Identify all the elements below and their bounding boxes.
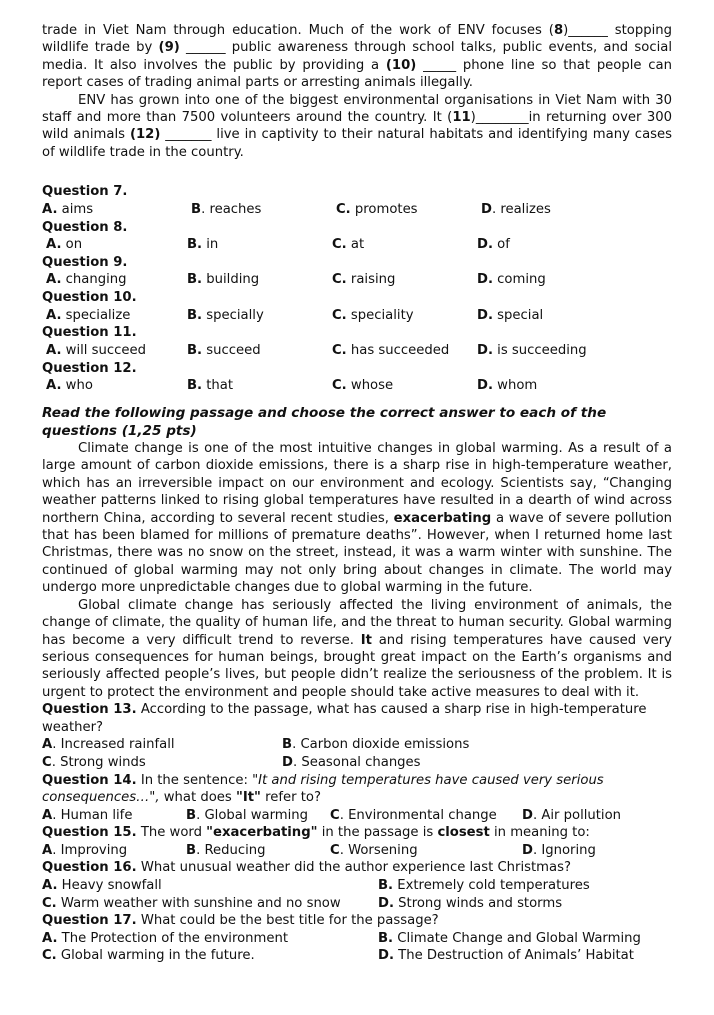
options-row: [42, 236, 672, 254]
question-17: [42, 912, 672, 930]
option-b[interactable]: B. Carbon dioxide emissions: [282, 737, 470, 753]
option-c[interactable]: C. Warm weather with sunshine and no snow: [42, 895, 341, 911]
option-b[interactable]: B. building: [187, 272, 260, 288]
question-heading: Question 8.: [42, 219, 128, 235]
option-b[interactable]: B. succeed: [187, 342, 261, 358]
options-row: [42, 877, 672, 895]
options-row: [42, 377, 672, 395]
option-b[interactable]: B. reaches: [191, 201, 262, 217]
passage-text: ENV has grown into one of the biggest environmental organisations in Viet Nam with 30 staff and more than 7500 volunteers around the country. It (: [42, 92, 672, 126]
option-d[interactable]: D. The Destruction of Animals’ Habitat: [378, 948, 634, 964]
question-13: [42, 701, 672, 736]
options-row: [42, 342, 672, 360]
option-d[interactable]: D. Seasonal changes: [282, 754, 421, 770]
blank-number-9: (9): [158, 40, 180, 56]
option-b[interactable]: B. Global warming: [186, 807, 309, 823]
blank-number-10: (10): [385, 57, 417, 73]
option-a[interactable]: A. will succeed: [46, 342, 146, 358]
option-a[interactable]: A. The Protection of the environment: [42, 930, 289, 946]
question-15: Question 15. The word "exacerbating" in the passage is closest in meaning to:: [42, 825, 590, 841]
passage-text: a wave of severe pollution that has been blamed for millions of premature deaths”. However, when I returned home last Christmas, there was no snow on the street, instead, it was a warm winter with sunshine. The continued of global warming may not only bring about changes in climate. The world may undergo more unpredictable changes due to global warming in the future.: [42, 510, 672, 596]
option-c[interactable]: C. speciality: [332, 307, 414, 323]
passage-text: )______ stopping wildlife trade by: [42, 23, 672, 56]
option-d[interactable]: D. whom: [477, 378, 538, 394]
option-d[interactable]: D. special: [477, 307, 544, 323]
passage2-paragraph2: [42, 597, 672, 701]
option-a[interactable]: A. aims: [42, 201, 94, 217]
option-c[interactable]: C. at: [332, 237, 365, 253]
question-list-part1: [42, 183, 672, 395]
option-a[interactable]: A. specialize: [46, 307, 131, 323]
options-row: [42, 736, 672, 754]
passage-text: Global climate change has seriously affected the living environment of animals, the change of climate, the quality of human life, and the threat to human security. Global warming has become a very difficult trend to reverse.: [42, 597, 672, 648]
passage-text: )________in returning over 300 wild animals: [42, 110, 672, 143]
question-heading: Question 16.: [42, 860, 137, 876]
options-row: [42, 807, 672, 825]
question-heading: Question 17.: [42, 913, 137, 929]
option-c[interactable]: C. has succeeded: [332, 342, 450, 358]
passage-text: and rising temperatures have caused very serious consequences for human beings, brought great impact on the Earth’s organisms and seriously affected people’s lives, but people didn’t realize the seriousness of the problem. It is urgent to protect the environment and people should take active measures to deal with it.: [42, 632, 672, 700]
options-row: [42, 930, 672, 948]
passage-text: ______ public awareness through school talks, public events, and social media. It also involves the public by providing a: [42, 40, 672, 73]
question-heading: Question 15.: [42, 825, 137, 841]
options-row: [42, 754, 672, 772]
question-heading: Question 13.: [42, 702, 137, 718]
option-d[interactable]: D. realizes: [481, 201, 551, 217]
question-heading: Question 10.: [42, 290, 137, 306]
option-b[interactable]: B. Reducing: [186, 842, 266, 858]
worksheet-page: [42, 22, 672, 965]
quoted-sentence: "It and rising temperatures have caused very serious consequences…",: [42, 772, 604, 806]
option-b[interactable]: B. in: [187, 237, 219, 253]
question-14: Question 14. In the sentence: "It and rising temperatures have caused very serious consequences…", what does "It" refer to?: [42, 772, 604, 806]
keyword-exacerbating: exacerbating: [393, 510, 492, 526]
option-a[interactable]: A. Heavy snowfall: [42, 878, 162, 894]
option-a[interactable]: A. on: [46, 237, 83, 253]
options-row: [42, 307, 672, 325]
question-text: What could be the best title for the passage?: [136, 913, 439, 929]
option-a[interactable]: A. Increased rainfall: [42, 737, 175, 753]
question-heading: Question 12.: [42, 360, 137, 376]
option-d[interactable]: D. of: [477, 237, 510, 253]
option-a[interactable]: A. Improving: [42, 842, 128, 858]
options-row: [42, 842, 672, 860]
option-c[interactable]: C. Global warming in the future.: [42, 948, 255, 964]
option-a[interactable]: A. Human life: [42, 807, 133, 823]
blank-number-8: 8: [553, 23, 564, 38]
question-heading: Question 7.: [42, 184, 128, 200]
question-text: What unusual weather did the author experience last Christmas?: [136, 860, 571, 876]
options-row: [42, 271, 672, 289]
blank-number-12: (12): [129, 127, 161, 143]
option-c[interactable]: C. raising: [332, 272, 396, 288]
option-d[interactable]: D. Strong winds and storms: [378, 895, 563, 911]
passage-text: trade in Viet Nam through education. Much of the work of ENV focuses (: [42, 23, 554, 38]
options-row: [42, 201, 672, 219]
passage1-paragraph1: [42, 22, 672, 92]
options-row: [42, 895, 672, 913]
option-b[interactable]: B. Climate Change and Global Warming: [378, 930, 641, 946]
option-a[interactable]: A. changing: [46, 272, 127, 288]
question-text: According to the passage, what has caused a sharp rise in high-temperature weather?: [42, 702, 647, 735]
passage2-paragraph1: [42, 440, 672, 597]
option-d[interactable]: D. is succeeding: [477, 342, 587, 358]
passage-text: _____ phone line so that people can report cases of trading animal parts or arresting animals illegally.: [42, 57, 672, 91]
option-c[interactable]: C. Strong winds: [42, 754, 146, 770]
passage-text: Climate change is one of the most intuitive changes in global warming. As a result of a large amount of carbon dioxide emissions, there is a sharp rise in high-temperature weather, which has an irreversible impact on our environment and ecology. Scientists say, “Changing weather patterns linked to rising global temperatures have resulted in a dearth of wind across northern China, according to several recent studies,: [42, 441, 672, 526]
question-heading: Question 9.: [42, 254, 128, 270]
option-d[interactable]: D. coming: [477, 272, 546, 288]
blank-number-11: 11: [452, 110, 471, 126]
option-b[interactable]: B. that: [187, 378, 234, 394]
option-c[interactable]: C. Environmental change: [330, 807, 497, 823]
question-16: [42, 859, 672, 877]
option-c[interactable]: C. whose: [332, 378, 394, 394]
option-b[interactable]: B. specially: [187, 307, 264, 323]
question-heading: Question 11.: [42, 325, 137, 341]
option-d[interactable]: D. Ignoring: [522, 842, 596, 858]
question-heading: Question 14.: [42, 772, 137, 788]
option-d[interactable]: D. Air pollution: [522, 807, 622, 823]
passage-text: _______ live in captivity to their natural habitats and identifying many cases of wildlife trade in the country.: [42, 127, 672, 160]
option-a[interactable]: A. who: [46, 378, 93, 394]
options-row: [42, 947, 672, 965]
passage1-paragraph2: [42, 92, 672, 162]
section-instruction: Read the following passage and choose the correct answer to each of the questions (1,25 pts): [42, 405, 607, 439]
keyword-it: It: [360, 632, 372, 648]
option-c[interactable]: C. Worsening: [330, 842, 418, 858]
option-b[interactable]: B. Extremely cold temperatures: [378, 878, 590, 894]
option-c[interactable]: C. promotes: [336, 201, 418, 217]
